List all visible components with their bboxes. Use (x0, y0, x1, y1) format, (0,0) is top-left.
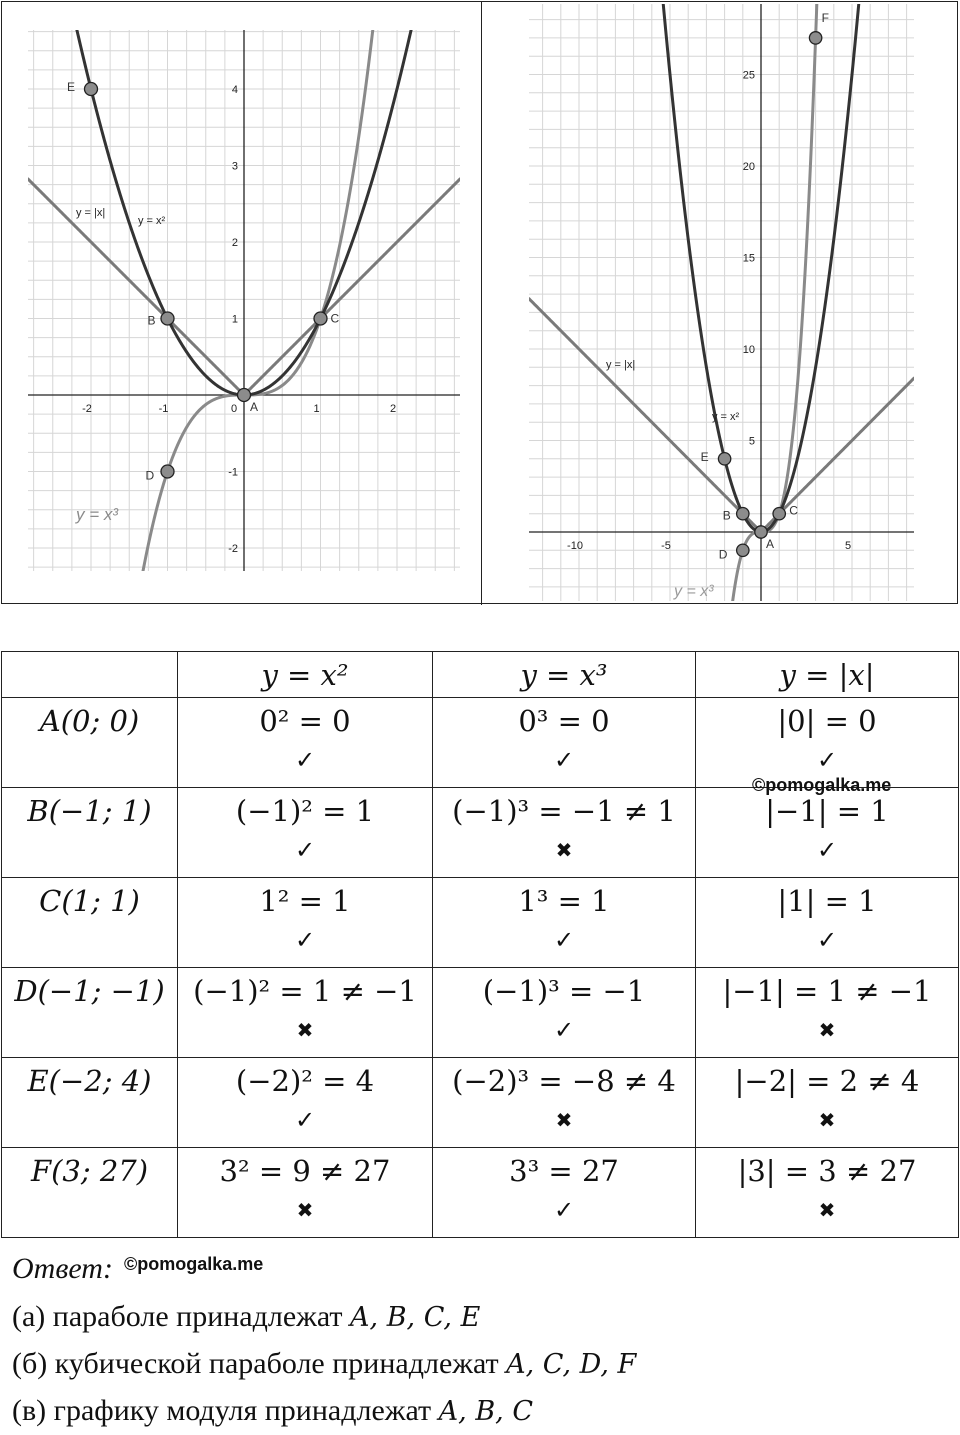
point-b (161, 312, 174, 325)
square-label: y = x² (138, 215, 166, 227)
cell-expression: |3| = 3 ≠ 27 (737, 1154, 917, 1188)
watermark-table: ©pomogalka.me (752, 775, 892, 795)
x-tick-label: -10 (567, 540, 583, 552)
check-icon: ✓ (553, 1196, 575, 1224)
answer-title: Ответ: (12, 1252, 113, 1285)
cell-expression: |1| = 1 (777, 884, 877, 918)
cube-curve (529, 4, 914, 601)
x-tick-label: 0 (230, 403, 238, 415)
check-icon: ✓ (294, 1106, 316, 1134)
cell-expression: 3³ = 27 (509, 1154, 619, 1188)
cell-expression: |−1| = 1 (765, 794, 889, 828)
cell-expression: 0³ = 0 (518, 704, 610, 738)
answer-a-points: A, B, C, E (350, 1302, 481, 1333)
answer-line-a (12, 1294, 952, 1341)
check-icon: ✓ (816, 836, 838, 864)
row-point-label (2, 1058, 178, 1148)
row-point-label (2, 698, 178, 788)
point-label: B(−1; 1) (27, 794, 152, 828)
cube-label: y = x³ (674, 583, 714, 600)
check-cell (433, 788, 696, 878)
check-icon: ✓ (553, 926, 575, 954)
y-tick-label: 5 (748, 435, 755, 448)
x-tick-label: 5 (844, 540, 852, 552)
x-tick-label: -2 (82, 403, 92, 415)
header-abs: y = |x| (696, 652, 959, 698)
check-cell (433, 878, 696, 968)
point-label-e: E (67, 80, 76, 94)
answer-b-points: A, C, D, F (506, 1349, 637, 1380)
table-row (2, 878, 959, 968)
abs-label: y = |x| (76, 207, 106, 219)
table-row (2, 1148, 959, 1238)
point-label-e: E (700, 449, 709, 464)
cross-icon: ✖ (296, 1018, 314, 1042)
point-a (238, 389, 251, 402)
cell-expression: 3² = 9 ≠ 27 (219, 1154, 391, 1188)
y-tick-label: -2 (228, 543, 238, 555)
graph-right (529, 4, 914, 601)
y-tick-label: 2 (231, 237, 238, 249)
cross-icon: ✖ (818, 1018, 836, 1042)
check-icon: ✓ (553, 1016, 575, 1044)
cell-expression: (−1)² = 1 ≠ −1 (193, 974, 417, 1008)
point-label: E(−2; 4) (27, 1064, 152, 1098)
header-corner (2, 652, 178, 698)
point-label: F(3; 27) (30, 1154, 149, 1188)
y-tick-label: 1 (231, 313, 238, 326)
graph-divider (481, 2, 482, 605)
check-icon: ✓ (816, 926, 838, 954)
answer-line-c (12, 1388, 952, 1435)
check-icon: ✓ (294, 836, 316, 864)
answer-line-b (12, 1341, 952, 1388)
point-label-b: B (147, 313, 156, 328)
y-tick-label: -1 (228, 466, 238, 479)
point-label: D(−1; −1) (14, 974, 165, 1008)
table-row (2, 1058, 959, 1148)
y-tick-label: 3 (231, 160, 238, 173)
square-label: y = x² (712, 411, 740, 423)
check-cell (696, 1058, 959, 1148)
check-cell (433, 968, 696, 1058)
table-row (2, 788, 959, 878)
watermark-answer: ©pomogalka.me (124, 1254, 264, 1274)
check-cell (178, 788, 433, 878)
check-icon: ✓ (816, 746, 838, 774)
cell-expression: 0² = 0 (259, 704, 351, 738)
cell-expression: (−2)³ = −8 ≠ 4 (452, 1064, 676, 1098)
check-icon: ✓ (294, 746, 316, 774)
cell-expression: |−1| = 1 ≠ −1 (722, 974, 932, 1008)
check-cell (433, 1058, 696, 1148)
check-icon: ✓ (553, 746, 575, 774)
row-point-label (2, 878, 178, 968)
cell-expression: 1² = 1 (259, 884, 351, 918)
x-tick-label: 2 (389, 403, 397, 415)
point-d (161, 465, 174, 478)
table-body (2, 652, 959, 1238)
answer-b-text: (б) кубической параболе принадлежат (12, 1347, 507, 1380)
check-cell (178, 1058, 433, 1148)
row-point-label (2, 968, 178, 1058)
graph-left (28, 30, 460, 571)
cross-icon: ✖ (296, 1198, 314, 1222)
check-cell (433, 1148, 696, 1238)
cell-expression: (−2)² = 4 (235, 1064, 375, 1098)
check-cell (696, 878, 959, 968)
points-table (1, 651, 959, 1238)
point-c (773, 508, 785, 520)
y-tick-label: 25 (742, 69, 755, 82)
point-label-c: C (330, 311, 340, 326)
answer-c-text: (в) графику модуля принадлежат (12, 1394, 439, 1427)
check-cell (178, 698, 433, 788)
cell-expression: |−2| = 2 ≠ 4 (734, 1064, 920, 1098)
answer-block (12, 1252, 952, 1435)
check-cell (178, 1148, 433, 1238)
point-label: A(0; 0) (39, 704, 140, 738)
point-label-d: D (145, 468, 155, 483)
answer-a-text: (а) параболе принадлежат (12, 1300, 351, 1333)
point-b (737, 508, 749, 520)
cell-expression: 1³ = 1 (518, 884, 610, 918)
table-row (2, 968, 959, 1058)
row-point-label (2, 1148, 178, 1238)
check-cell (178, 878, 433, 968)
point-d (737, 544, 749, 556)
y-tick-label: 20 (742, 161, 755, 173)
x-tick-label: -5 (661, 540, 671, 552)
point-e (718, 453, 730, 465)
point-label-d: D (718, 547, 728, 562)
cell-expression: (−1)³ = −1 ≠ 1 (452, 794, 676, 828)
y-tick-label: 4 (231, 84, 238, 96)
table-header-row (2, 652, 959, 698)
check-cell (178, 968, 433, 1058)
point-label-b: B (722, 508, 731, 523)
point-c (314, 312, 327, 325)
point-label-a: A (766, 537, 775, 551)
check-cell (696, 788, 959, 878)
header-cube: y = x³ (433, 652, 696, 698)
abs-label: y = |x| (606, 359, 636, 371)
cross-icon: ✖ (555, 1108, 573, 1132)
cell-expression: |0| = 0 (777, 704, 877, 738)
x-tick-label: 1 (313, 403, 320, 415)
check-icon: ✓ (294, 926, 316, 954)
point-label-f: F (821, 10, 829, 25)
point-e (85, 83, 98, 96)
cross-icon: ✖ (818, 1198, 836, 1222)
check-cell (696, 1148, 959, 1238)
cell-expression: (−1)² = 1 (235, 794, 375, 828)
cross-icon: ✖ (555, 838, 573, 862)
cube-label: y = x³ (76, 505, 119, 524)
y-tick-label: 10 (742, 344, 755, 356)
graphs-frame (1, 1, 958, 604)
row-point-label (2, 788, 178, 878)
cross-icon: ✖ (818, 1108, 836, 1132)
point-f (809, 32, 821, 44)
answer-c-points: A, B, C (438, 1396, 533, 1427)
point-label-c: C (789, 503, 798, 518)
point-label: C(1; 1) (39, 884, 140, 918)
check-cell (696, 698, 959, 788)
check-cell (696, 968, 959, 1058)
x-tick-label: -1 (158, 403, 169, 415)
table-row (2, 698, 959, 788)
point-label-a: A (250, 400, 259, 414)
check-cell (433, 698, 696, 788)
header-square: y = x² (178, 652, 433, 698)
cell-expression: (−1)³ = −1 (482, 974, 646, 1008)
y-tick-label: 15 (742, 252, 755, 265)
